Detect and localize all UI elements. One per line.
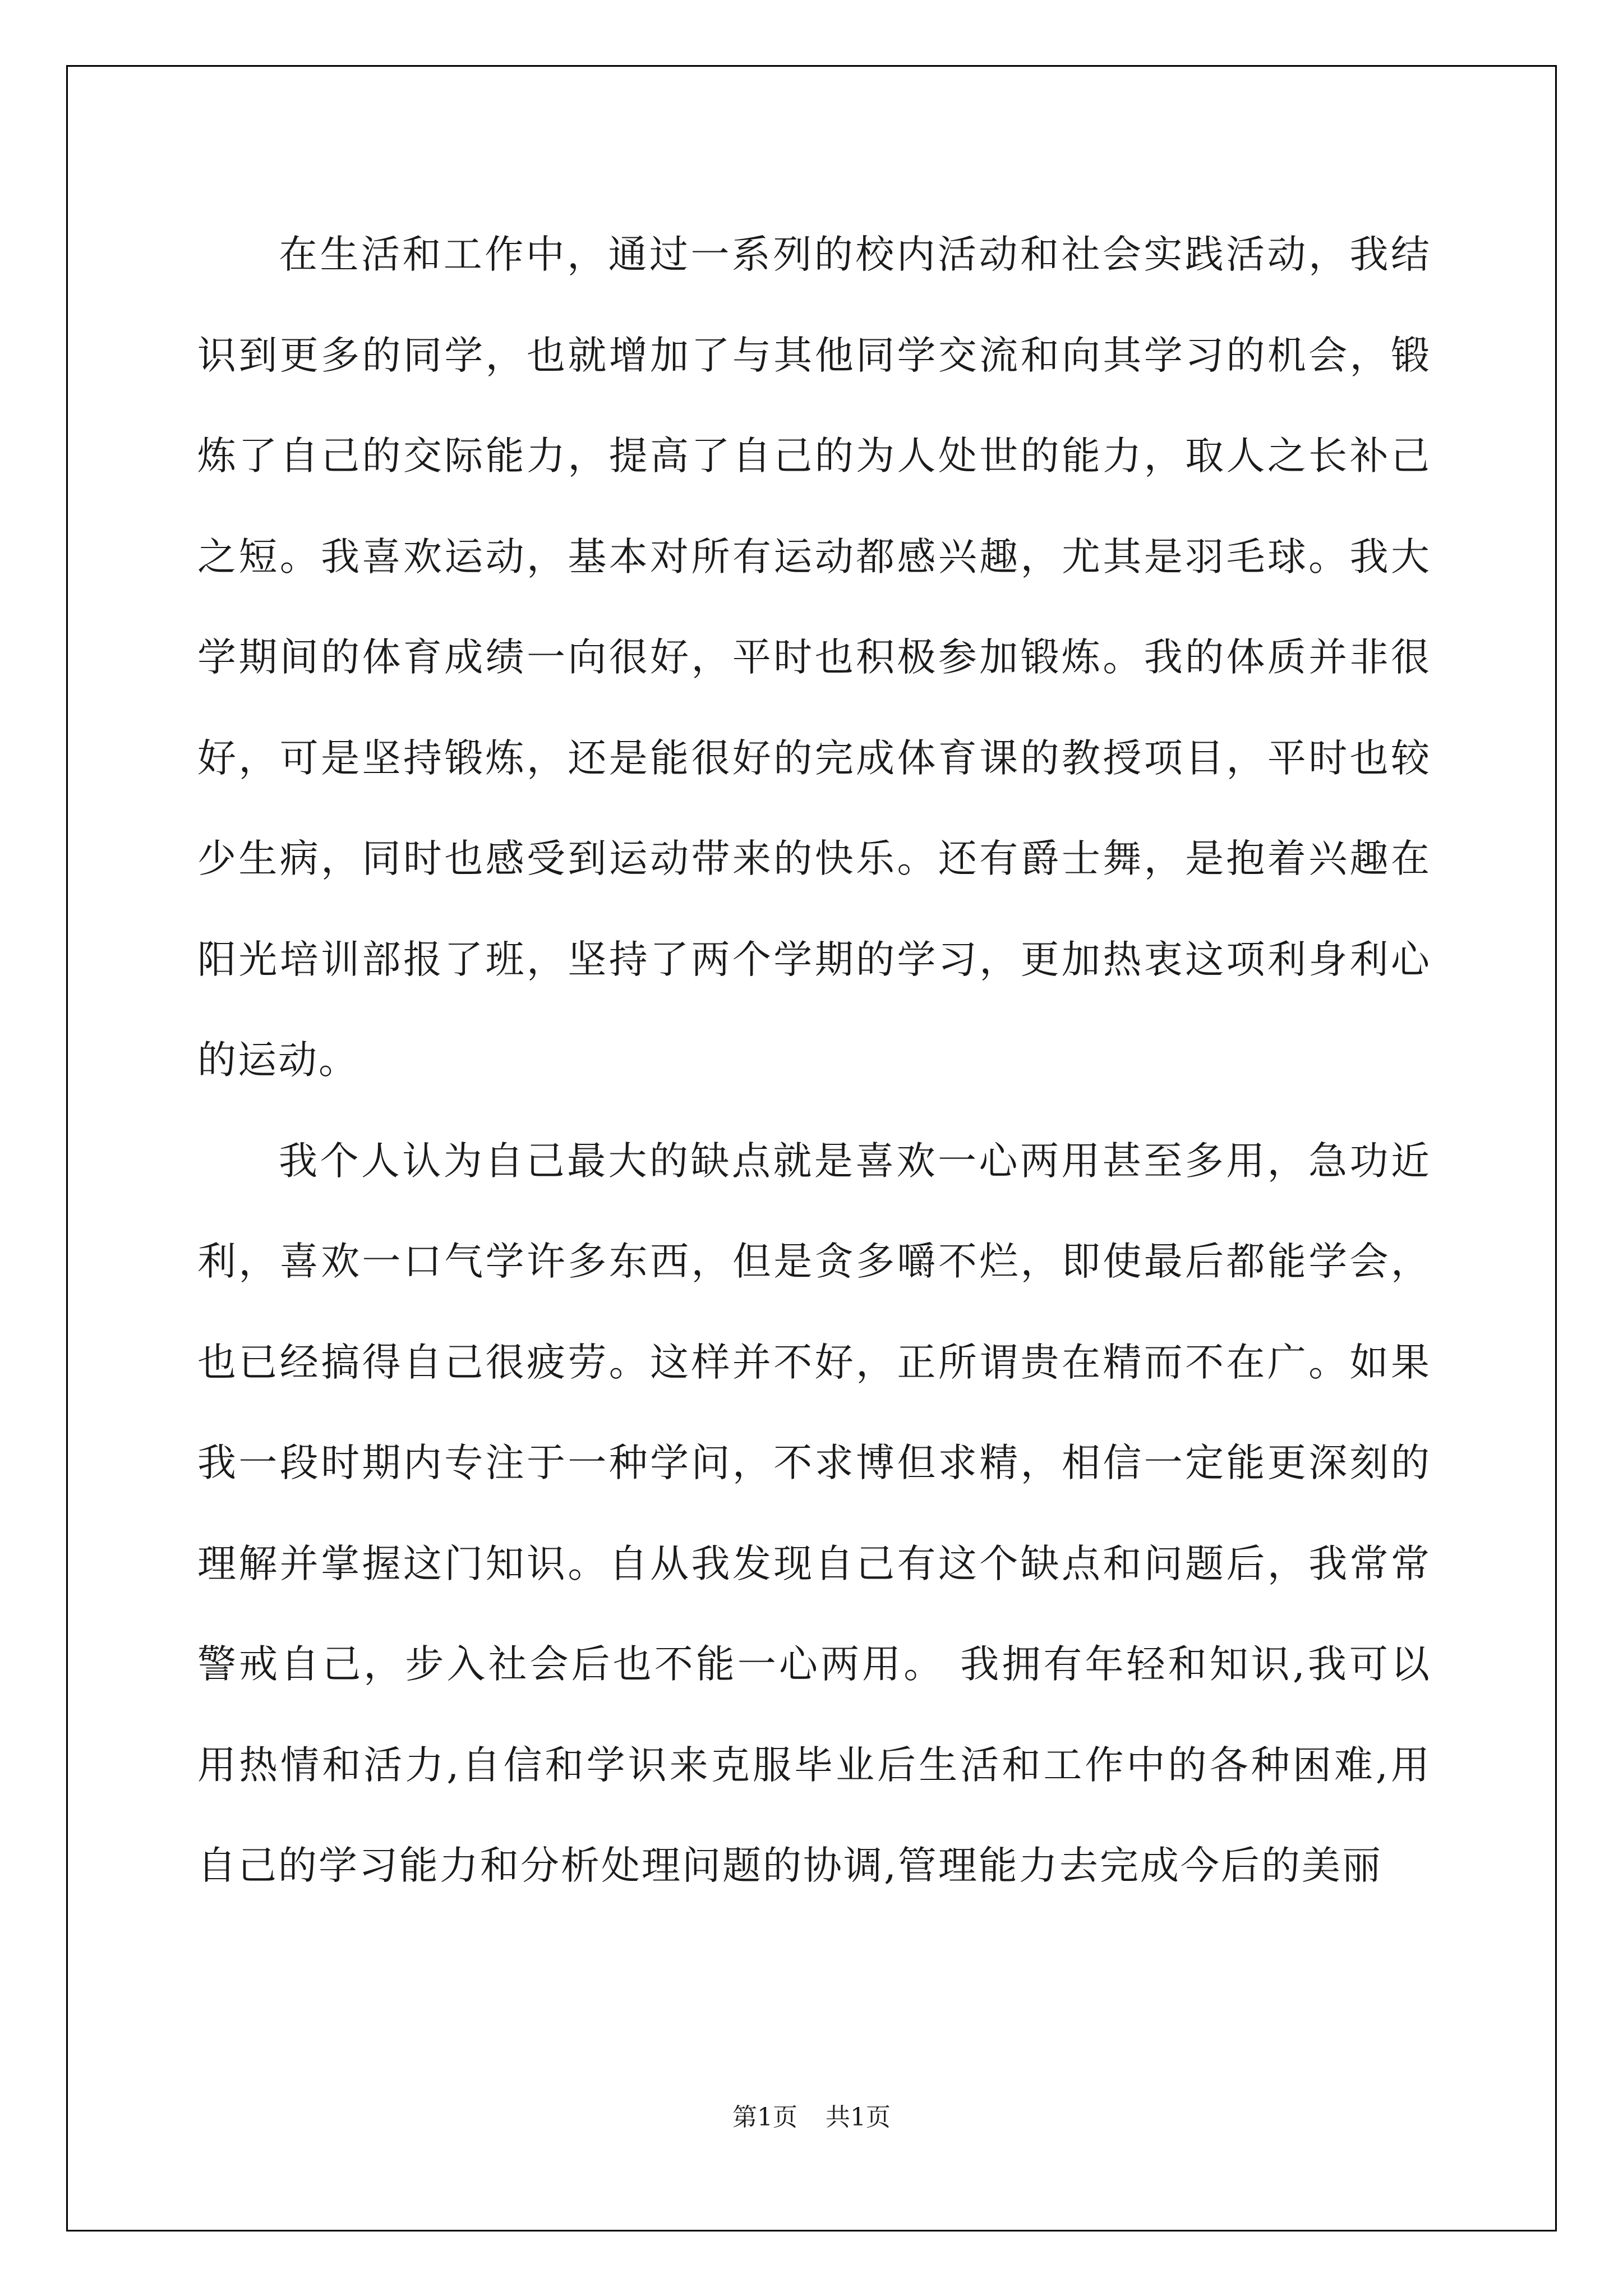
page-footer — [0, 2101, 1623, 2134]
page-number: 第1页 — [732, 2103, 797, 2132]
page-total: 共1页 — [826, 2103, 891, 2132]
paragraph-1: 在生活和工作中，通过一系列的校内活动和社会实践活动，我结识到更多的同学，也就增加了与其他同学交流和向其学习的机会，锻炼了自己的交际能力，提高了自己的为人处世的能力，取人之长补己之短。我喜欢运动，基本对所有运动都感兴趣，尤其是羽毛球。我大学期间的体育成绩一向很好，平时也积极参加锻炼。我的体质并非很好，可是坚持锻炼，还是能很好的完成体育课的教授项目，平时也较少生病，同时也感受到运动带来的快乐。还有爵士舞，是抱着兴趣在阳光培训部报了班，坚持了两个学期的学习，更加热衷这项利身利心的运动。 — [197, 232, 1431, 1083]
document-body — [197, 205, 1431, 1917]
paragraph-2: 我个人认为自己最大的缺点就是喜欢一心两用甚至多用，急功近利，喜欢一口气学许多东西，但是贪多嚼不烂，即使最后都能学会，也已经搞得自己很疲劳。这样并不好，正所谓贵在精而不在广。如果我一段时期内专注于一种学问，不求博但求精，相信一定能更深刻的理解并掌握这门知识。自从我发现自己有这个缺点和问题后，我常常警戒自己，步入社会后也不能一心两用。 我拥有年轻和知识,我可以用热情和活力,自信和学识来克服毕业后生活和工作中的各种困难,用自己的学习能力和分析处理问题的协调,管理能力去完成今后的美丽 — [197, 1138, 1431, 1888]
